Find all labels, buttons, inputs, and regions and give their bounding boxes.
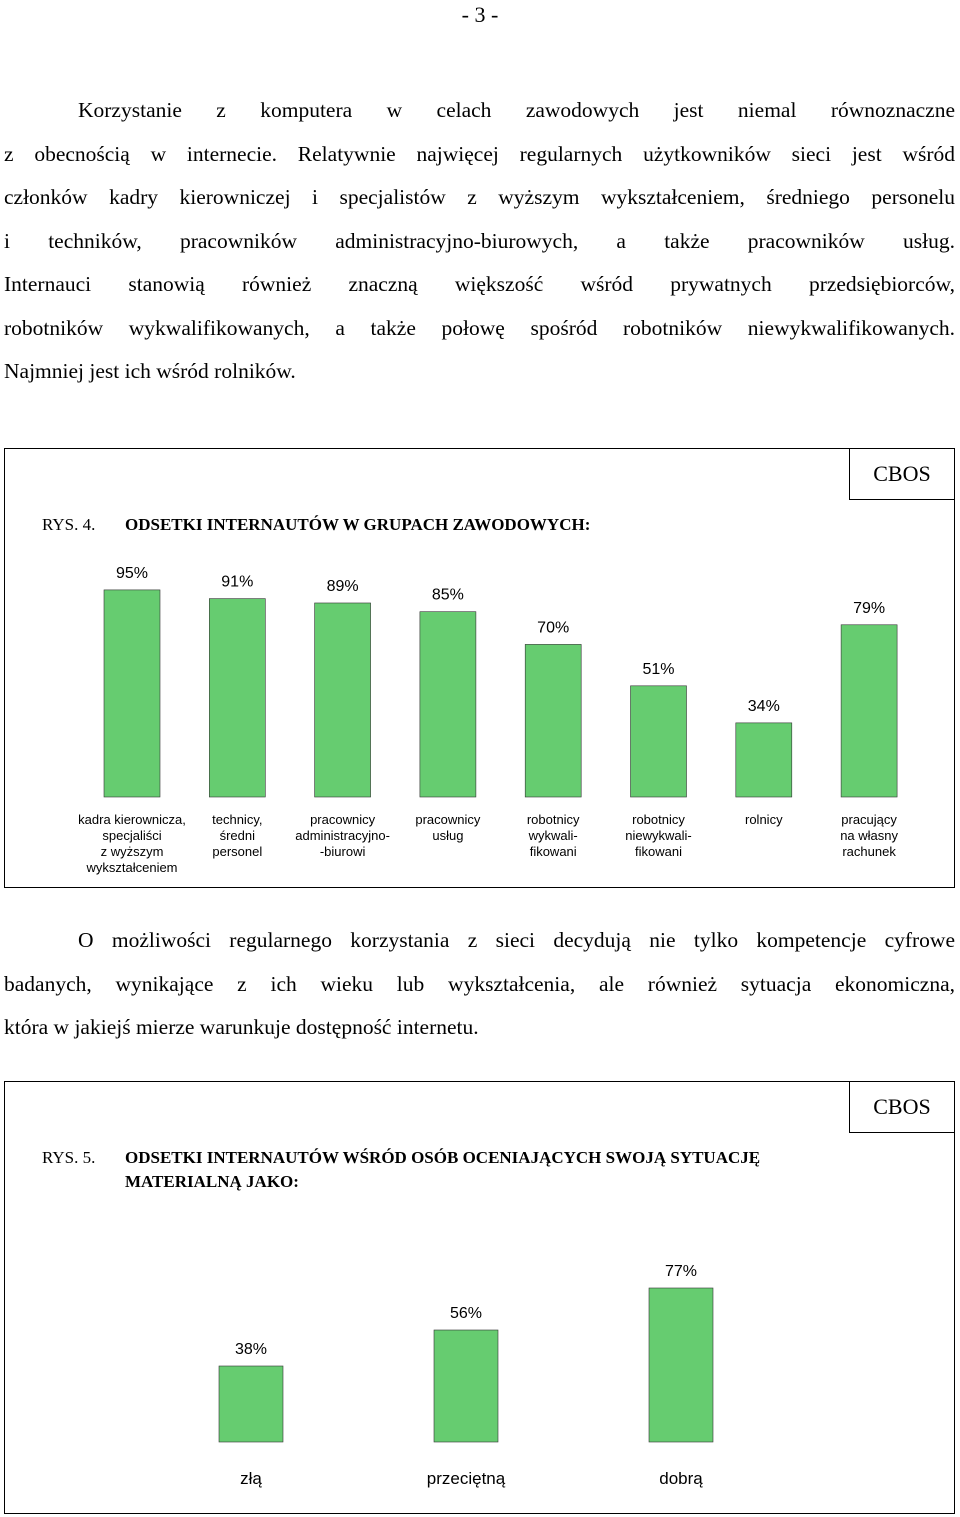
- text-line: która w jakiejś mierze warunkuje dostępność internetu.: [4, 1015, 479, 1039]
- figure-number: RYS. 5.: [42, 1148, 96, 1167]
- bar-group: [209, 574, 265, 859]
- bar-group: [219, 1341, 283, 1488]
- category-label: administracyjno-: [295, 828, 390, 843]
- text-line: członków kadry kierowniczej i specjalistów z wyższym wykształceniem, średniego personelu: [4, 185, 955, 209]
- bar: [104, 590, 160, 797]
- value-label: 51%: [642, 660, 675, 678]
- category-label: usług: [432, 828, 464, 843]
- bar-group: [625, 661, 691, 859]
- category-label: kadra kierownicza,: [78, 812, 186, 827]
- category-label: robotnicy: [632, 812, 685, 827]
- source-label: CBOS: [849, 1081, 955, 1133]
- text-line: z obecnością w internecie. Relatywnie najwięcej regularnych użytkowników sieci jest wśród: [4, 141, 955, 166]
- value-label: 91%: [221, 573, 254, 591]
- category-label: pracujący: [841, 812, 897, 827]
- bar-group: [78, 565, 186, 875]
- text-line: badanych, wynikające z ich wieku lub wykształcenia, ale również sytuacja ekonomiczna,: [4, 971, 955, 996]
- category-label: wykształceniem: [86, 860, 178, 875]
- value-label: 34%: [747, 697, 780, 715]
- bar: [525, 644, 581, 797]
- bar: [841, 625, 897, 797]
- value-label: 85%: [431, 586, 464, 604]
- category-label: przeciętną: [426, 1469, 506, 1488]
- category-label: pracownicy: [415, 812, 481, 827]
- category-label: fikowani: [635, 844, 682, 859]
- figure-title-line: ODSETKI INTERNAUTÓW WŚRÓD OSÓB OCENIAJĄCYCH SWOJĄ SYTUACJĘ: [125, 1148, 761, 1167]
- value-label: 77%: [664, 1263, 698, 1280]
- figure-material-chart: [4, 1081, 955, 1514]
- text-line: O możliwości regularnego korzystania z sieci decydują nie tylko kompetencje cyfrowe: [78, 928, 955, 952]
- bar-group: [525, 619, 581, 859]
- figure-occupation-chart: [4, 448, 955, 888]
- paragraph-economic: [4, 919, 955, 1050]
- category-label: niewykwali-: [625, 828, 692, 843]
- bar-group: [427, 1305, 506, 1488]
- category-label: rachunek: [842, 844, 896, 859]
- bar-group: [736, 698, 792, 827]
- category-label: dobrą: [659, 1469, 703, 1488]
- category-label: specjaliści: [102, 828, 162, 843]
- category-label: na własny: [840, 828, 899, 843]
- bar-group: [840, 600, 898, 859]
- bar: [434, 1330, 498, 1442]
- category-label: z wyższym: [100, 844, 164, 859]
- bar-group: [415, 587, 481, 843]
- text-line: robotników wykwalifikowanych, a także połowę spośród robotników niewykwalifikowanych.: [4, 315, 955, 340]
- bar: [631, 686, 687, 797]
- text-line: Internauci stanowią również znaczną większość wśród prywatnych przedsiębiorców,: [4, 272, 955, 296]
- category-label: złą: [240, 1469, 262, 1488]
- bar-group: [649, 1263, 713, 1488]
- category-label: wykwali-: [528, 828, 578, 843]
- bar-group: [295, 578, 390, 859]
- category-label: fikowani: [529, 844, 577, 859]
- material-bar-chart: [5, 1082, 954, 1513]
- category-label: -biurowi: [319, 844, 366, 859]
- figure-title-line: MATERIALNĄ JAKO:: [125, 1172, 299, 1191]
- category-label: rolnicy: [745, 812, 783, 827]
- category-label: robotnicy: [526, 812, 580, 827]
- value-label: 70%: [537, 619, 570, 637]
- value-label: 95%: [115, 564, 149, 582]
- category-label: pracownicy: [310, 812, 376, 827]
- text-line: Korzystanie z komputera w celach zawodowych jest niemal równoznaczne: [78, 98, 955, 122]
- bar: [420, 612, 476, 797]
- page-number: - 3 -: [461, 2, 499, 27]
- source-label: CBOS: [849, 448, 955, 500]
- paragraph-occupation: [4, 89, 955, 394]
- bar: [649, 1288, 713, 1442]
- value-label: 89%: [326, 577, 359, 595]
- category-label: średni: [219, 828, 256, 843]
- bar: [315, 603, 371, 797]
- occupation-bar-chart: [5, 449, 954, 887]
- category-label: personel: [212, 844, 263, 859]
- value-label: 56%: [449, 1305, 483, 1322]
- figure-title: ODSETKI INTERNAUTÓW W GRUPACH ZAWODOWYCH:: [125, 515, 591, 534]
- bar: [736, 723, 792, 797]
- bar: [219, 1366, 283, 1442]
- figure-number: RYS. 4.: [42, 515, 96, 534]
- value-label: 38%: [234, 1341, 268, 1358]
- text-line: i techników, pracowników administracyjno-biurowych, a także pracowników usług.: [4, 228, 955, 253]
- value-label: 79%: [853, 599, 886, 617]
- bar: [209, 599, 265, 797]
- category-label: technicy,: [212, 812, 263, 827]
- text-line: Najmniej jest ich wśród rolników.: [4, 359, 296, 383]
